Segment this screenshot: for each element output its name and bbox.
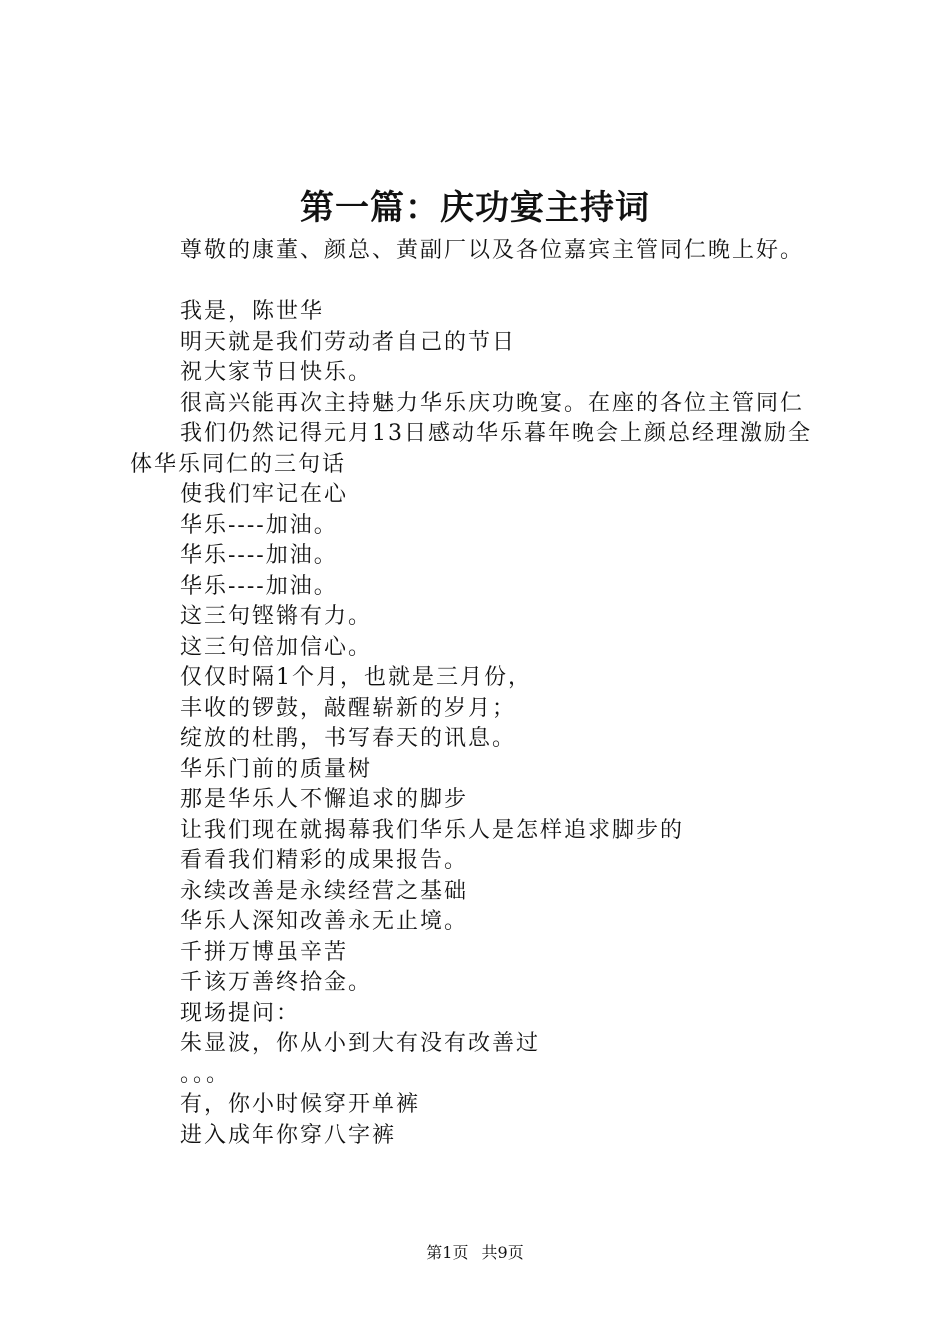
paragraph: 仅仅时隔1个月，也就是三月份，	[180, 665, 532, 690]
paragraph: 有，你小时候穿开单裤	[180, 1092, 421, 1117]
paragraph: 我们仍然记得元月13日感动华乐暮年晚会上颜总经理激励全体华乐同仁的三句话	[130, 421, 812, 477]
paragraph: 华乐----加油。	[180, 512, 338, 538]
paragraph: 我是，陈世华	[180, 299, 325, 324]
paragraph: 祝大家节日快乐。	[180, 360, 373, 385]
paragraph: 这三句铿锵有力。	[180, 604, 373, 629]
paragraph: 绽放的杜鹃，书写春天的讯息。	[180, 726, 517, 751]
paragraph: 朱显波，你从小到大有没有改善过	[180, 1031, 541, 1056]
paragraph: 丰收的锣鼓，敲醒崭新的岁月；	[180, 695, 517, 721]
paragraph: 永续改善是永续经营之基础	[180, 878, 469, 904]
paragraph: 华乐----加油。	[180, 573, 338, 599]
page-footer	[0, 1242, 950, 1264]
paragraph: 看看我们精彩的成果报告。	[180, 848, 469, 873]
paragraph: 明天就是我们劳动者自己的节日	[180, 329, 517, 355]
paragraph: 。。。	[180, 1061, 231, 1087]
paragraph: 很高兴能再次主持魅力华乐庆功晚宴。在座的各位主管同仁	[180, 390, 805, 416]
paragraph: 华乐人深知改善永无止境。	[180, 909, 469, 934]
page-total: 共9页	[481, 1243, 524, 1262]
document-body	[130, 236, 835, 1151]
paragraph: 千拼万博虽辛苦	[180, 939, 349, 965]
paragraph: 现场提问：	[180, 1000, 301, 1026]
page-number: 第1页	[426, 1243, 469, 1262]
paragraph: 这三句倍加信心。	[180, 634, 373, 660]
paragraph-greeting: 尊敬的康董、颜总、黄副厂以及各位嘉宾主管同仁晚上好。	[180, 238, 805, 263]
paragraph: 那是华乐人不懈追求的脚步	[180, 787, 469, 812]
paragraph: 让我们现在就揭幕我们华乐人是怎样追求脚步的	[180, 817, 685, 843]
paragraph: 进入成年你穿八字裤	[180, 1122, 397, 1148]
paragraph: 使我们牢记在心	[180, 482, 349, 507]
paragraph: 华乐----加油。	[180, 543, 338, 568]
paragraph: 千该万善终拾金。	[180, 970, 373, 995]
paragraph: 华乐门前的质量树	[180, 756, 373, 782]
page-title: 第一篇：庆功宴主持词	[300, 188, 650, 228]
